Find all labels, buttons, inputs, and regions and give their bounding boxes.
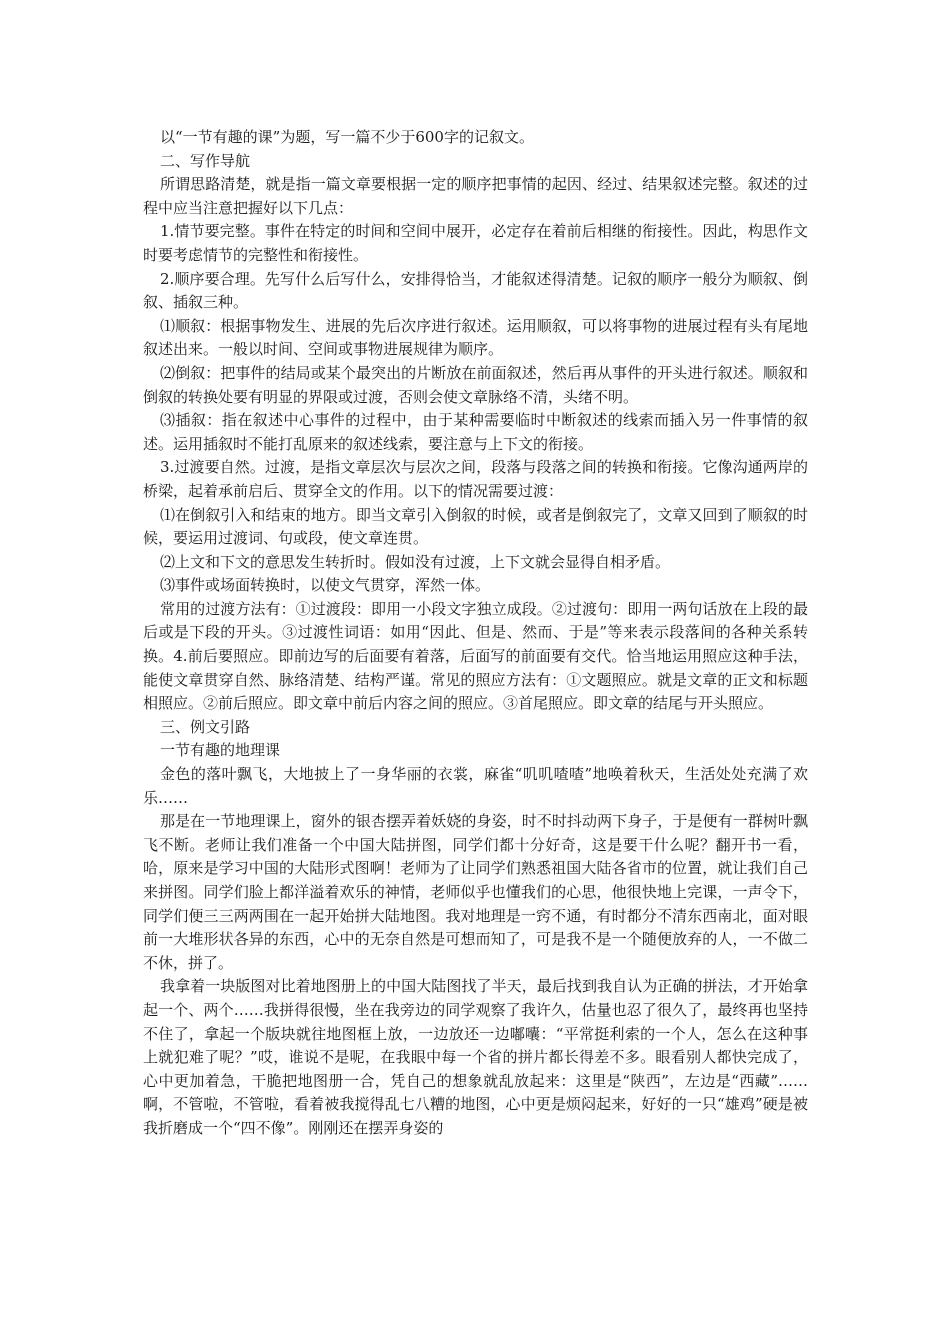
paragraph: 2.顺序要合理。先写什么后写什么，安排得恰当，才能叙述得清楚。记叙的顺序一般分为顺叙、倒叙、插叙三种。 <box>143 269 808 312</box>
heading-writing-guide: 二、写作导航 <box>160 151 251 170</box>
paragraph: ⑶事件或场面转换时，以使文气贯穿，浑然一体。 <box>160 576 491 595</box>
paragraph: ⑴在倒叙引入和结束的地方。即当文章引入倒叙的时候，或者是倒叙完了，文章又回到了顺叙的时候，要运用过渡词、句或段，使文章连贯。 <box>143 505 808 548</box>
paragraph: 1.情节要完整。事件在特定的时间和空间中展开，必定存在着前后相继的衔接性。因此，构思作文时要考虑情节的完整性和衔接性。 <box>143 222 808 264</box>
paragraph: ⑶插叙：指在叙述中心事件的过程中，由于某种需要临时中断叙述的线索而插入另一件事情的叙述。运用插叙时不能打乱原来的叙述线索，要注意与上下文的衔接。 <box>143 411 808 453</box>
paragraph: ⑵上文和下文的意思发生转折时。假如没有过渡，上下文就会显得自相矛盾。 <box>160 552 671 571</box>
paragraph: 所谓思路清楚，就是指一篇文章要根据一定的顺序把事情的起因、经过、结果叙述完整。叙述的过程中应当注意把握好以下几点： <box>143 175 808 217</box>
paragraph: 金色的落叶飘飞，大地披上了一身华丽的衣裳，麻雀“叽叽喳喳”地唤着秋天，生活处处充满了欢乐…… <box>143 765 808 807</box>
heading-example: 三、例文引路 <box>160 717 251 736</box>
document-body <box>143 126 808 1141</box>
paragraph: 我拿着一块版图对比着地图册上的中国大陆图找了半天，最后找到我自认为正确的拼法，才开始拿起一个、两个……我拼得很慢，坐在我旁边的同学观察了我许久，估量也忍了很久了，最终再也坚持不住了，拿起一个版块就往地图框上放，一边放还一边嘟囔：“平常挺利索的一个人，怎么在这种事上就犯难了呢？”哎，谁说不是呢，在我眼中每一个省的拼片都长得差不多。眼看别人都快完成了，心中更加着急，干脆把地图册一合，凭自己的想象就乱放起来：这里是“陕西”，左边是“西藏”……啊，不管啦，不管啦，看着被我搅得乱七八糟的地图，心中更是烦闷起来，好好的一只“雄鸡”硬是被我折磨成一个“四不像”。刚刚还在摆弄身姿的 <box>143 977 808 1137</box>
paragraph: 常用的过渡方法有：①过渡段：即用一小段文字独立成段。②过渡句：即用一两句话放在上段的最后或是下段的开头。③过渡性词语：如用“因此、但是、然而、于是”等来表示段落间的各种关系转换。4.前后要照应。即前边写的后面要有着落，后面写的前面要有交代。恰当地运用照应这种手法，能使文章贯穿自然、脉络清楚、结构严谨。常见的照应方法有：①文题照应。就是文章的正文和标题相照应。②前后照应。即文章中前后内容之间的照应。③首尾照应。即文章的结尾与开头照应。 <box>143 599 808 713</box>
paragraph: 那是在一节地理课上，窗外的银杏摆弄着妖娆的身姿，时不时抖动两下身子，于是便有一群树叶飘飞不断。老师让我们准备一个中国大陆拼图，同学们都十分好奇，这是要干什么呢？翻开书一看，哈，原来是学习中国的大陆形式图啊！老师为了让同学们熟悉祖国大陆各省市的位置，就让我们自己来拼图。同学们脸上都洋溢着欢乐的神情，老师似乎也懂我们的心思，他很快地上完课，一声令下，同学们便三三两两围在一起开始拼大陆地图。我对地理是一窍不通，有时都分不清东西南北，面对眼前一大堆形状各异的东西，心中的无奈自然是可想而知了，可是我不是一个随便放弃的人，一不做二不休，拼了。 <box>143 812 808 972</box>
example-title: 一节有趣的地理课 <box>160 741 281 760</box>
paragraph-task: 以“一节有趣的课”为题，写一篇不少于600字的记叙文。 <box>160 128 534 146</box>
paragraph: ⑵倒叙：把事件的结局或某个最突出的片断放在前面叙述，然后再从事件的开头进行叙述。顺叙和倒叙的转换处要有明显的界限或过渡，否则会使文章脉络不清，头绪不明。 <box>143 363 808 406</box>
paragraph: 3.过渡要自然。过渡，是指文章层次与层次之间，段落与段落之间的转换和衔接。它像沟通两岸的桥梁，起着承前启后、贯穿全文的作用。以下的情况需要过渡： <box>143 458 808 500</box>
paragraph: ⑴顺叙：根据事物发生、进展的先后次序进行叙述。运用顺叙，可以将事物的进展过程有头有尾地叙述出来。一般以时间、空间或事物进展规律为顺序。 <box>143 316 808 359</box>
